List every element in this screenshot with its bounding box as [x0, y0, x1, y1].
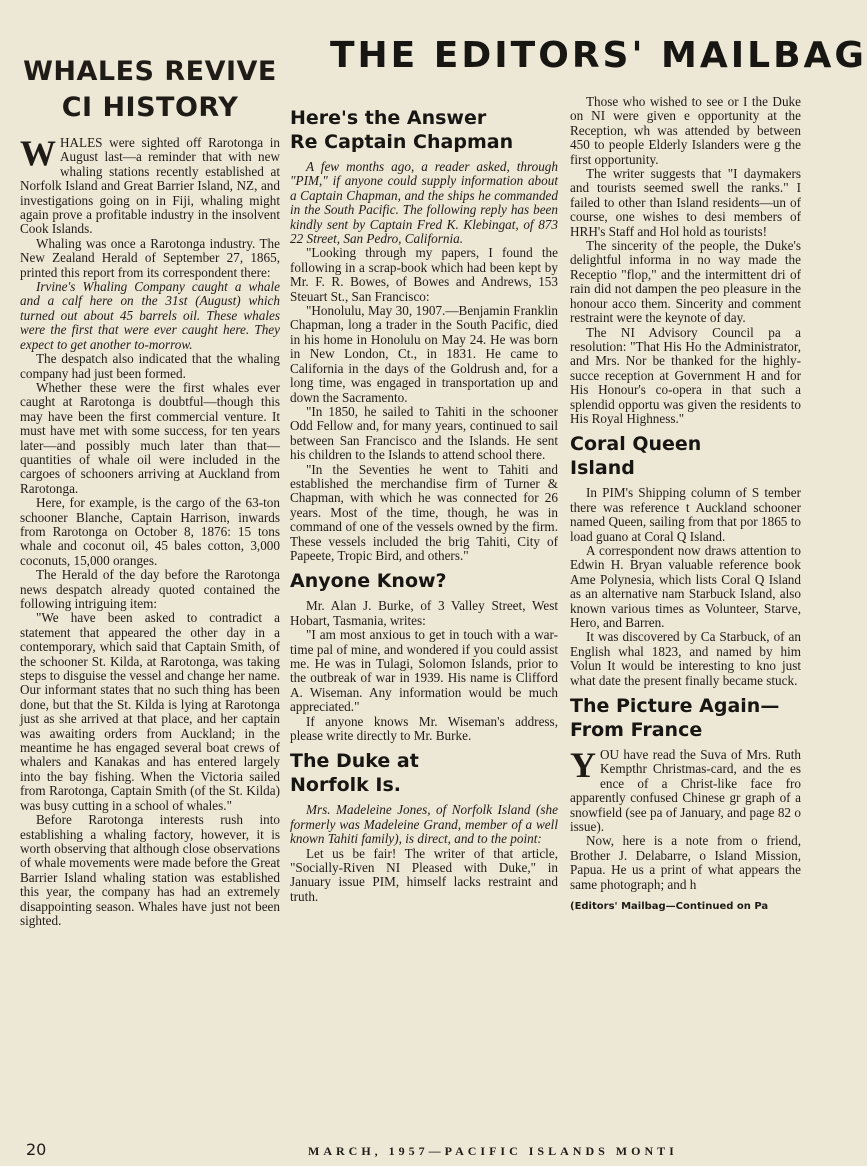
paragraph: The writer suggests that "I daymakers and tourists seemed swell the ranks." I failed to other than Island residents—un of course, one wishes to desi members of HRH's Staff and Hol hold as tourists!: [570, 166, 801, 239]
article-title-whales: [20, 54, 280, 126]
paragraph: Those who wished to see or I the Duke on NI were given e opportunity at the Reception, wh was attended by between 450 to people Elderly Islanders were g the first opportunity.: [570, 94, 801, 167]
paragraph: Mr. Alan J. Burke, of 3 Valley Street, West Hobart, Tasmania, writes:: [290, 598, 558, 628]
paragraph: It was discovered by Ca Starbuck, of an English whal 1823, and named by him Volun It would be interesting to kno just what date the present finally became stuck.: [570, 629, 801, 688]
headline-anyone-know: Anyone Know?: [290, 570, 447, 593]
paragraph: "In the Seventies he went to Tahiti and established the merchandise firm of Turner & Chapman, with which he was connected for 26 years. Most of the time, though, he was in command of one of the vessels owned by the firm. These vessels included the brig Tahiti, City of Papeete, Tropic Bird, and others.": [290, 461, 558, 563]
article-title-line1: WHALES REVIVE: [23, 56, 277, 87]
paragraph: The sincerity of the people, the Duke's delightful informa in no way made the Receptio "flop," and the intermittent dri of rain did not dampen the peo pleasure in the honour acco them. Sincerity and comment restraint were the keynote of day.: [570, 238, 801, 326]
paragraph: If anyone knows Mr. Wiseman's address, please write directly to Mr. Burke.: [290, 713, 558, 744]
paragraph: In PIM's Shipping column of S tember there was reference t Auckland schooner named Queen, sailing from that por 1865 to load guano at Coral Q Island.: [570, 485, 801, 544]
headline-captain-chapman: Here's the Answer Re Captain Chapman: [290, 107, 514, 153]
paragraph: "I am most anxious to get in touch with a war-time pal of mine, and wondered if you could assist me. He was in Tulagi, Solomon Islands, prior to the outbreak of war in 1939. His name is Clifford A. Wiseman. Any information would be much appreciated.": [290, 627, 558, 715]
paragraph: Here, for example, is the cargo of the 63-ton schooner Blanche, Captain Harrison, inwards from Rarotonga on October 8, 1876: 15 tons whale and coconut oil, 45 bales cotton, 3,000 coconuts, 15,000 oranges.: [20, 495, 280, 568]
paragraph: "Honolulu, May 30, 1907.—Benjamin Franklin Chapman, long a trader in the South Pacific, died in his home in Honolulu on May 24. He was born in New London, Ct., in 1831. He came to California in the days of the Goldrush and, for a long time, was engaged in transportation up and down the Sacramento.: [290, 303, 558, 405]
paragraph: WHALES were sighted off Rarotonga in August last—a reminder that with new whaling stations recently established at Norfolk Island and Great Barrier Island, NZ, and investigations going on in Fiji, whaling might again prove a profitable industry in the insolvent Cook Islands.: [20, 133, 280, 237]
paragraph: The despatch also indicated that the whaling company had just been formed.: [20, 351, 280, 381]
page-number: 20: [26, 1140, 47, 1159]
paragraph: The Herald of the day before the Rarotonga news despatch already quoted contained the following intriguing item:: [20, 567, 280, 611]
masthead-title: THE EDITORS' MAILBAG: [330, 35, 867, 76]
headline-coral-queen: Coral Queen Island: [570, 433, 702, 480]
article-intro: Mrs. Madeleine Jones, of Norfolk Island (she formerly was Madeleine Grand, member of a well known Tahiti family), is direct, and to the point:: [290, 802, 558, 847]
article-title-line2: CI HISTORY: [61, 92, 239, 123]
paragraph: Now, here is a note from o friend, Brother J. Delabarre, o Island Mission, Papua. He us a print of what appears the same photograph; and h: [570, 833, 801, 892]
headline-picture-again: The Picture Again— From France: [570, 695, 780, 742]
drop-cap: W: [20, 133, 56, 173]
paragraph: Whether these were the first whales ever caught at Rarotonga is doubtful—though this may have been the first commercial venture. It must have met with some success, for ten years later—and possibly much later than that—quantities of whale oil were included in the cargoes of schooners arriving at Auckland from Rarotonga.: [20, 379, 280, 496]
paragraph: Whaling was once a Rarotonga industry. The New Zealand Herald of September 27, 1865, printed this report from its correspondent there:: [20, 235, 280, 280]
column-mailbag-1: [290, 100, 558, 1110]
paragraph: Let us be fair! The writer of that article, "Socially-Riven NI Pleased with Duke," in January issue PIM, himself lacks restraint and truth.: [290, 845, 558, 904]
paragraph: Before Rarotonga interests rush into establishing a whaling factory, however, it is worth observing that although close observations of whale movements were made before the Great Barrier Island whaling station was established this year, the company has had an extremely disappointing season. Whales have just not been sighted.: [20, 812, 280, 928]
paragraph: "Looking through my papers, I found the following in a scrap-book which had been kept by Mr. F. R. Bowes, of Bowes and Andrews, 153 Steuart St., San Francisco:: [290, 245, 558, 304]
footer-issue-line: MARCH, 1957—PACIFIC ISLANDS MONTI: [308, 1144, 678, 1158]
paragraph-quote: Irvine's Whaling Company caught a whale and a calf here on the 31st (August) which turned out about 45 barrels oil. These whales were the first that were ever caught here. They expect to get another to-morrow.: [20, 279, 280, 352]
continued-note: (Editors' Mailbag—Continued on Pa: [570, 901, 769, 913]
column-mailbag-2: [570, 95, 801, 1110]
article-intro: A few months ago, a reader asked, through "PIM," if anyone could supply information about a Captain Chapman, and the ships he commanded in the South Pacific. The following reply has been kindly sent by Captain Fred K. Klebingat, of 873 22 Street, San Pedro, California.: [290, 159, 558, 247]
headline-duke-norfolk: The Duke at Norfolk Is.: [290, 750, 419, 797]
page-footer: [0, 1140, 801, 1164]
drop-cap: Y: [570, 745, 596, 786]
column-whales: [20, 40, 280, 1100]
paragraph: "We have been asked to contradict a statement that appeared the other day in a contemporary, which said that Captain Smith, of the schooner St. Kilda, at Rarotonga, was taking steps to disguise the vessel and change her name. Our informant states that no such thing has been done, but that the St. Kilda is lying at Rarotonga just as she arrived at that place, and her captain was awaiting orders from Auckland; in the meantime he has engaged several boat crews of whalers and Kanakas and has entered largely into the bay fishing. When the Victoria sailed from Rarotonga, Captain Smith (of the St. Kilda) was busy cutting in a school of whales.": [20, 610, 280, 813]
paragraph: "In 1850, he sailed to Tahiti in the schooner Odd Fellow and, for many years, continued to sail between San Francisco and the Islands. He sent his children to the Islands to attend school there.: [290, 403, 558, 463]
paragraph: The NI Advisory Council pa a resolution: "That His Ho the Administrator, and Mrs. Nor be thanked for the highly-succe reception at Government H and for His Honour's co-opera in that such a splendid opportu was given the residents to His Royal Highness.": [570, 324, 801, 426]
paragraph: A correspondent now draws attention to Edwin H. Bryan valuable reference book Ame Polynesia, which lists Coral Q Island as an alternative nam Starbuck Island, also known various times as Volunteer, Starve, Hero, and Barren.: [570, 542, 801, 630]
paragraph: YOU have read the Suva of Mrs. Ruth Kempthr Christmas-card, and the es ence of a Christ-like face fro apparently confused Chinese gr graph of a snowfield (see pa of January, and page 82 o issue).: [570, 745, 801, 835]
